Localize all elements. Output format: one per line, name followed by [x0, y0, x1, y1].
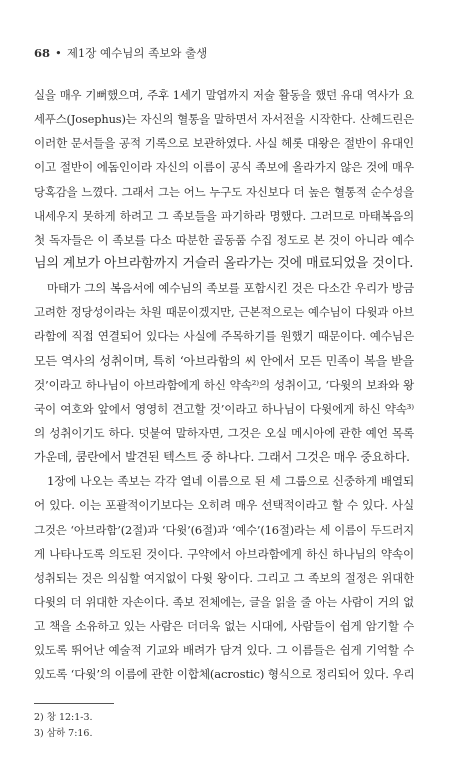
text-line: 게 나타나도록 의도된 것이다. 구약에서 아브라함에게 하신 하나님의 약속이 [34, 546, 414, 561]
text-line: 고려한 정당성이라는 차원 때문이겠지만, 근본적으로는 예수님이 다윗과 아브 [34, 305, 414, 320]
text-line: 의 성취이기도 하다. 덧붙여 말하자면, 그것은 오실 메시아에 관한 예언 목록 [34, 425, 414, 440]
body-text [34, 83, 414, 687]
running-title: 제1장 예수님의 족보와 출생 [66, 46, 208, 60]
text-line: 당혹감을 느꼈다. 그래서 그는 어느 누구도 자신보다 더 높은 혈통적 순수성을 [34, 184, 414, 199]
text-line: 고 책을 소유하고 있는 사람은 더더욱 없는 시대에, 사람들이 쉽게 암기할 수 [34, 619, 414, 634]
page-number: 68 [34, 46, 51, 60]
text-line: 어 있다. 이는 포괄적이기보다는 오히려 매우 선택적이라고 할 수 있다. 사실 [34, 498, 414, 513]
text-line: 이러한 문서들을 공적 기록으로 보관하였다. 사실 헤롯 대왕은 절반이 유대인 [34, 136, 414, 151]
footnote: 3) 삼하 7:16. [34, 728, 93, 739]
text-line: 님의 계보가 아브라함까지 거슬러 올라가는 것에 매료되었을 것이다. [34, 255, 414, 271]
text-line: 다윗의 더 위대한 자손이다. 족보 전체에는, 글을 읽을 줄 아는 사람이 거의 없 [34, 594, 414, 609]
text-line: 있도록 ‘다윗’의 이름에 관한 이합체(acrostic) 형식으로 정리되어 있다. 우리 [34, 667, 415, 682]
text-line: 이고 절반이 에돔인이라 자신의 이름이 공식 족보에 올라가지 않은 것에 매우 [34, 160, 414, 175]
text-line: 국이 여호와 앞에서 영영히 견고할 것’이라고 하나님이 다윗에게 하신 약속³⁾ [34, 401, 414, 416]
header-separator: • [55, 46, 62, 60]
text-line: 라함에 직접 연결되어 있다는 사실에 주목하기를 원했기 때문이다. 예수님은 [34, 329, 414, 344]
text-line: 성취되는 것은 의심할 여지없이 다윗 왕이다. 그리고 그 족보의 절정은 위대한 [34, 570, 414, 585]
text-line: 1장에 나오는 족보는 각각 열네 이름으로 된 세 그룹으로 신중하게 배열되 [47, 474, 414, 489]
running-header [34, 45, 207, 61]
text-line: 마태가 그의 복음서에 예수님의 족보를 포함시킨 것은 다소간 우리가 방금 [47, 281, 414, 296]
text-line: 첫 독자들은 이 족보를 다소 따분한 골동품 수집 정도로 본 것이 아니라 예수 [34, 232, 414, 247]
footnotes [34, 710, 93, 742]
text-line: 세푸스(Josephus)는 자신의 혈통을 말하면서 자서전을 시작한다. 산헤드린은 [34, 112, 414, 127]
text-line: 가운데, 쿰란에서 발견된 텍스트 중 하나다. 그래서 그것은 매우 중요하다. [34, 450, 410, 465]
text-line: 것’이라고 하나님이 아브라함에게 하신 약속²⁾의 성취이고, ‘다윗의 보좌와 왕 [34, 377, 414, 392]
footnote-divider [34, 703, 114, 704]
text-line: 모든 역사의 성취이며, 특히 ‘아브라함의 씨 안에서 모든 민족이 복을 받을 [34, 353, 414, 368]
text-line: 그것은 ‘아브라함’(2절)과 ‘다윗’(6절)과 ‘예수’(16절)라는 세 이름이 두드러지 [34, 522, 414, 537]
text-line: 있도록 뛰어난 예술적 기교와 배려가 담겨 있다. 그 이름들은 쉽게 기억할 수 [34, 643, 414, 658]
text-line: 실을 매우 기뻐했으며, 주후 1세기 말엽까지 저술 활동을 했던 유대 역사가 요 [34, 88, 414, 102]
footnote: 2) 창 12:1-3. [34, 712, 93, 723]
text-line: 내세우지 못하게 하려고 그 족보들을 파기하라 명했다. 그러므로 마태복음의 [34, 208, 414, 223]
